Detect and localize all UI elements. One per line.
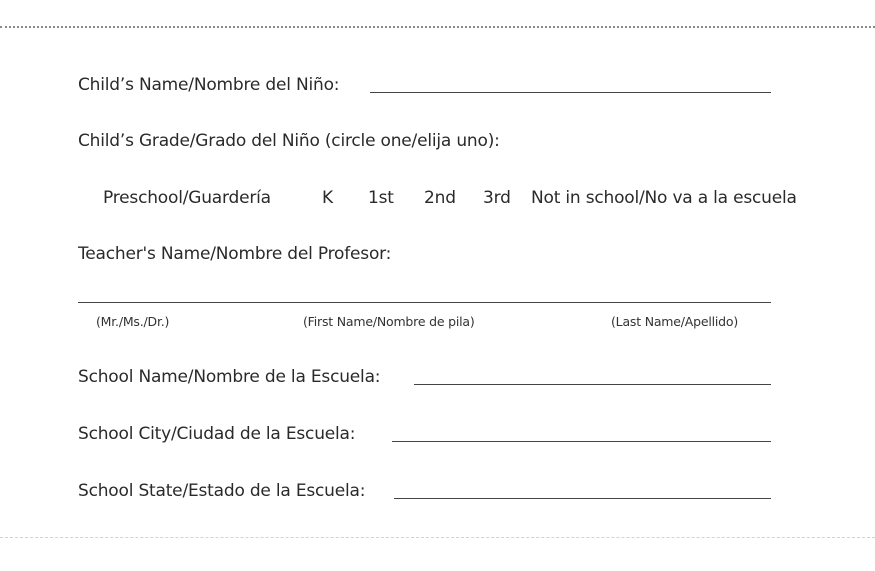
grade-option-not-in-school[interactable]: Not in school/No va a la escuela	[531, 188, 797, 208]
child-name-label: Child’s Name/Nombre del Niño:	[78, 75, 340, 95]
child-name-field[interactable]	[370, 92, 771, 93]
child-grade-label: Child’s Grade/Grado del Niño (circle one/elija uno):	[78, 131, 500, 151]
teacher-name-label: Teacher's Name/Nombre del Profesor:	[78, 244, 392, 264]
teacher-first-name-caption: (First Name/Nombre de pila)	[303, 314, 475, 329]
teacher-name-field[interactable]	[78, 302, 771, 303]
school-state-label: School State/Estado de la Escuela:	[78, 481, 366, 501]
grade-option-2nd[interactable]: 2nd	[424, 188, 456, 208]
grade-option-1st[interactable]: 1st	[368, 188, 394, 208]
school-name-field[interactable]	[414, 384, 771, 385]
school-name-label: School Name/Nombre de la Escuela:	[78, 367, 381, 387]
teacher-title-caption: (Mr./Ms./Dr.)	[96, 314, 170, 329]
school-state-field[interactable]	[394, 498, 771, 499]
school-city-field[interactable]	[392, 441, 771, 442]
grade-option-preschool[interactable]: Preschool/Guardería	[103, 188, 271, 208]
school-city-label: School City/Ciudad de la Escuela:	[78, 424, 356, 444]
top-dotted-cut-line	[0, 26, 875, 28]
grade-option-3rd[interactable]: 3rd	[483, 188, 511, 208]
teacher-last-name-caption: (Last Name/Apellido)	[611, 314, 739, 329]
bottom-dashed-cut-line	[0, 537, 875, 538]
grade-option-k[interactable]: K	[322, 188, 333, 208]
